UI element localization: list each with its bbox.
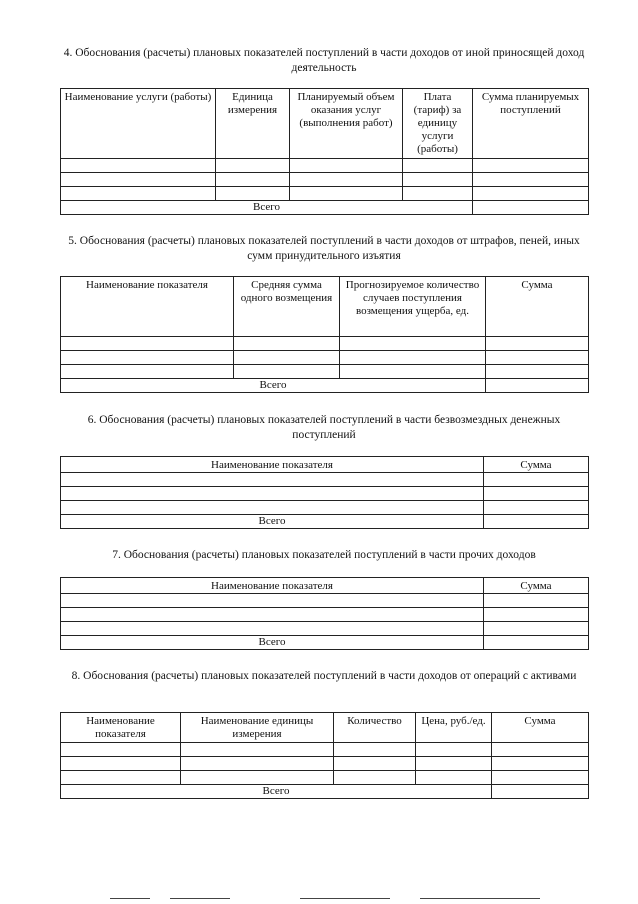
table-row <box>61 337 589 351</box>
cell[interactable] <box>61 622 484 636</box>
cell[interactable] <box>416 743 492 757</box>
cell[interactable] <box>486 337 589 351</box>
cell[interactable] <box>61 594 484 608</box>
header-sum: Сумма <box>484 457 589 473</box>
cell[interactable] <box>61 351 234 365</box>
cell[interactable] <box>61 608 484 622</box>
cell[interactable] <box>340 365 486 379</box>
table-row <box>61 173 589 187</box>
total-sum-cell[interactable] <box>484 636 589 650</box>
cell[interactable] <box>484 473 589 487</box>
cell[interactable] <box>61 173 216 187</box>
table-row <box>61 487 589 501</box>
cell[interactable] <box>216 159 290 173</box>
cell[interactable] <box>61 501 484 515</box>
cell[interactable] <box>473 187 589 201</box>
total-sum-cell[interactable] <box>486 379 589 393</box>
scan-mark <box>110 898 150 899</box>
header-sum: Сумма <box>486 277 589 337</box>
cell[interactable] <box>216 187 290 201</box>
header-service-name: Наименование услуги (работы) <box>61 89 216 159</box>
header-indicator-name: Наименование показателя <box>61 713 181 743</box>
cell[interactable] <box>484 608 589 622</box>
cell[interactable] <box>61 187 216 201</box>
cell[interactable] <box>484 622 589 636</box>
header-planned-volume: Планируемый объем оказания услуг (выполнения работ) <box>290 89 403 159</box>
cell[interactable] <box>492 771 589 785</box>
cell[interactable] <box>416 757 492 771</box>
header-indicator-name: Наименование показателя <box>61 457 484 473</box>
table-row <box>61 743 589 757</box>
section-7-heading: 7. Обоснования (расчеты) плановых показателей поступлений в части прочих доходов <box>112 549 536 561</box>
header-sum: Сумма <box>492 713 589 743</box>
cell[interactable] <box>181 771 334 785</box>
table-row <box>61 757 589 771</box>
header-quantity: Количество <box>334 713 416 743</box>
header-forecast-count: Прогнозируемое количество случаев поступления возмещения ущерба, ед. <box>340 277 486 337</box>
cell[interactable] <box>290 173 403 187</box>
total-label: Всего <box>61 515 484 529</box>
cell[interactable] <box>61 365 234 379</box>
cell[interactable] <box>61 771 181 785</box>
table-row <box>61 608 589 622</box>
cell[interactable] <box>61 757 181 771</box>
cell[interactable] <box>290 187 403 201</box>
cell[interactable] <box>181 743 334 757</box>
header-average-sum: Средняя сумма одного возмещения <box>234 277 340 337</box>
cell[interactable] <box>403 173 473 187</box>
cell[interactable] <box>61 159 216 173</box>
cell[interactable] <box>473 159 589 173</box>
table-row <box>61 622 589 636</box>
header-indicator-name: Наименование показателя <box>61 277 234 337</box>
header-sum: Сумма <box>484 578 589 594</box>
cell[interactable] <box>340 351 486 365</box>
total-row <box>61 201 589 215</box>
header-unit: Единица измерения <box>216 89 290 159</box>
total-sum-cell[interactable] <box>484 515 589 529</box>
cell[interactable] <box>334 757 416 771</box>
total-row <box>61 379 589 393</box>
cell[interactable] <box>216 173 290 187</box>
total-label: Всего <box>61 785 492 799</box>
cell[interactable] <box>290 159 403 173</box>
table-row <box>61 771 589 785</box>
cell[interactable] <box>334 743 416 757</box>
section-5-heading: 5. Обоснования (расчеты) плановых показателей поступлений в части доходов от штрафов, пеней, иных сумм принудительного изъятия <box>68 235 580 262</box>
cell[interactable] <box>492 743 589 757</box>
cell[interactable] <box>403 159 473 173</box>
cell[interactable] <box>61 743 181 757</box>
table-row <box>61 594 589 608</box>
scan-mark <box>170 898 230 899</box>
header-tariff: Плата (тариф) за единицу услуги (работы) <box>403 89 473 159</box>
table-row <box>61 501 589 515</box>
total-label: Всего <box>61 201 473 215</box>
header-price: Цена, руб./ед. <box>416 713 492 743</box>
section-4-table <box>60 88 589 215</box>
cell[interactable] <box>334 771 416 785</box>
table-row <box>61 365 589 379</box>
total-row <box>61 785 589 799</box>
section-8-table <box>60 712 589 799</box>
table-row <box>61 351 589 365</box>
cell[interactable] <box>234 337 340 351</box>
table-row <box>61 473 589 487</box>
table-row <box>61 187 589 201</box>
cell[interactable] <box>484 501 589 515</box>
cell[interactable] <box>340 337 486 351</box>
total-sum-cell[interactable] <box>492 785 589 799</box>
cell[interactable] <box>486 365 589 379</box>
section-8-heading: 8. Обоснования (расчеты) плановых показателей поступлений в части доходов от операций с активами <box>71 670 577 682</box>
total-sum-cell[interactable] <box>473 201 589 215</box>
table-row <box>61 159 589 173</box>
cell[interactable] <box>484 594 589 608</box>
cell[interactable] <box>61 337 234 351</box>
total-label: Всего <box>61 636 484 650</box>
section-7-table <box>60 577 589 650</box>
section-4-heading: 4. Обоснования (расчеты) плановых показателей поступлений в части доходов от иной приносящей доход деятельность <box>63 47 585 74</box>
total-row <box>61 515 589 529</box>
section-6-heading: 6. Обоснования (расчеты) плановых показателей поступлений в части безвозмездных денежных поступлений <box>87 414 561 441</box>
header-planned-sum: Сумма планируемых поступлений <box>473 89 589 159</box>
cell[interactable] <box>181 757 334 771</box>
scan-mark <box>420 898 540 899</box>
section-5-table <box>60 276 589 393</box>
header-unit-name: Наименование единицы измерения <box>181 713 334 743</box>
total-label: Всего <box>61 379 486 393</box>
cell[interactable] <box>61 487 484 501</box>
cell[interactable] <box>416 771 492 785</box>
header-indicator-name: Наименование показателя <box>61 578 484 594</box>
cell[interactable] <box>473 173 589 187</box>
cell[interactable] <box>403 187 473 201</box>
cell[interactable] <box>61 473 484 487</box>
cell[interactable] <box>234 351 340 365</box>
section-6-table <box>60 456 589 529</box>
cell[interactable] <box>486 351 589 365</box>
scan-mark <box>300 898 390 899</box>
cell[interactable] <box>234 365 340 379</box>
cell[interactable] <box>484 487 589 501</box>
total-row <box>61 636 589 650</box>
cell[interactable] <box>492 757 589 771</box>
